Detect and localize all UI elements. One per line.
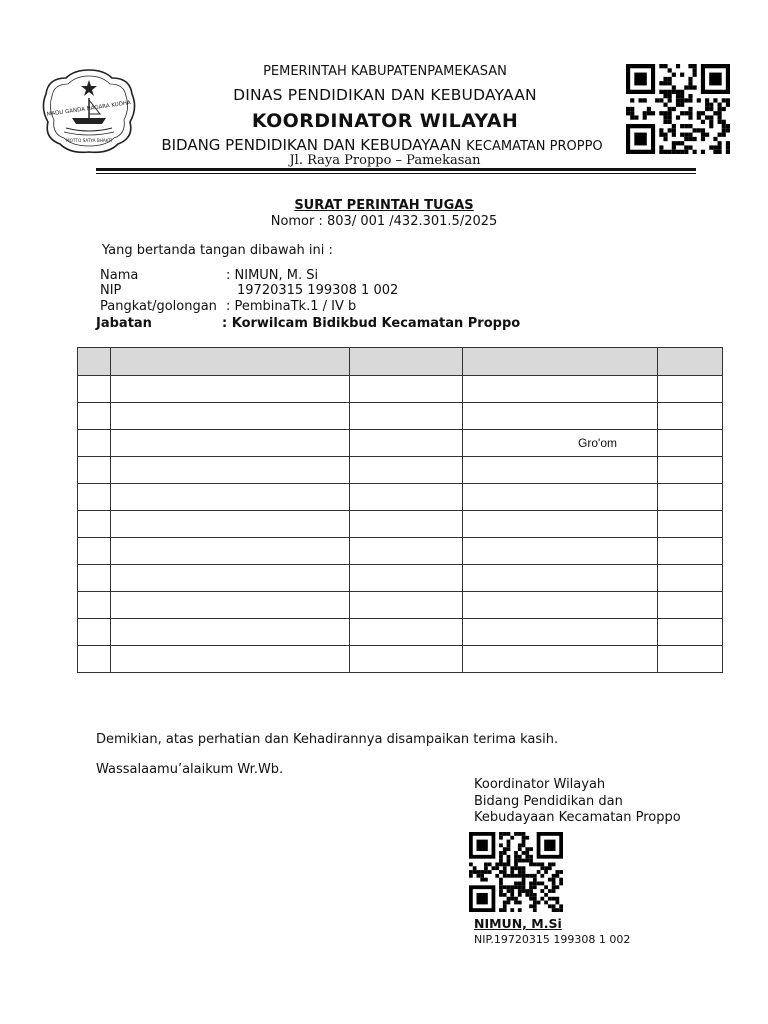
table-cell	[658, 484, 723, 511]
table-cell	[658, 430, 723, 457]
table-row	[78, 403, 723, 430]
table-cell	[658, 565, 723, 592]
table-cell	[111, 592, 350, 619]
table-cell	[78, 403, 111, 430]
table-cell	[78, 619, 111, 646]
header-divider-thin	[96, 173, 696, 174]
table-cell	[658, 592, 723, 619]
table-cell	[350, 376, 463, 403]
table-cell	[463, 619, 658, 646]
closing-greeting: Wassalaamu’alaikum Wr.Wb.	[96, 762, 284, 777]
field-rank-value: : PembinaTk.1 / IV b	[226, 299, 357, 314]
intro-text: Yang bertanda tangan dibawah ini :	[102, 243, 333, 258]
header-division	[140, 136, 624, 154]
table-cell	[350, 511, 463, 538]
closing-text: Demikian, atas perhatian dan Kehadirannya disampaikan terima kasih.	[96, 732, 559, 747]
table-cell	[111, 565, 350, 592]
field-position-label: Jabatan	[96, 316, 152, 331]
table-cell	[463, 403, 658, 430]
field-position-value: : Korwilcam Bidikbud Kecamatan Proppo	[222, 316, 521, 331]
table-cell	[350, 565, 463, 592]
table-cell	[78, 538, 111, 565]
table-cell	[463, 592, 658, 619]
table-cell	[658, 619, 723, 646]
table-row	[78, 646, 723, 673]
field-rank-label: Pangkat/golongan	[100, 299, 217, 314]
table-cell	[111, 376, 350, 403]
table-cell	[463, 376, 658, 403]
table-row	[78, 484, 723, 511]
table-row	[78, 592, 723, 619]
table-cell	[78, 646, 111, 673]
header-government: PEMERINTAH KABUPATENPAMEKASAN	[263, 64, 507, 79]
field-name-label: Nama	[100, 268, 139, 283]
table-cell	[658, 538, 723, 565]
table-cell	[463, 538, 658, 565]
table-cell	[463, 646, 658, 673]
table-cell	[111, 403, 350, 430]
table-row	[78, 430, 723, 457]
signatory-nip: NIP.19720315 199308 1 002	[474, 933, 631, 946]
table-row	[78, 619, 723, 646]
qr-code-icon	[469, 832, 563, 912]
table-header-cell	[658, 348, 723, 376]
table-header-cell	[463, 348, 658, 376]
header-department: DINAS PENDIDIKAN DAN KEBUDAYAAN	[233, 86, 537, 104]
signatory-title-3: Kebudayaan Kecamatan Proppo	[474, 810, 681, 825]
table-cell	[350, 484, 463, 511]
table-cell	[463, 457, 658, 484]
table-header-row	[78, 348, 723, 376]
table-cell	[111, 619, 350, 646]
table-cell: Gro'om	[463, 430, 658, 457]
crest-motto-bottom: MOTTO SATYA BHAKTI	[66, 138, 112, 143]
table-cell	[111, 511, 350, 538]
table-cell	[350, 403, 463, 430]
table-cell	[350, 538, 463, 565]
table-cell	[78, 376, 111, 403]
table-cell	[658, 376, 723, 403]
document-title: SURAT PERINTAH TUGAS	[294, 198, 474, 213]
assignment-table	[77, 347, 723, 673]
table-cell	[111, 538, 350, 565]
table-cell	[78, 565, 111, 592]
table-cell	[350, 430, 463, 457]
table-cell	[463, 511, 658, 538]
table-cell	[111, 457, 350, 484]
header-division-main: BIDANG PENDIDIKAN DAN KEBUDAYAAN	[161, 136, 462, 154]
table-cell	[111, 484, 350, 511]
table-cell	[463, 565, 658, 592]
table-row	[78, 511, 723, 538]
document-number: Nomor : 803/ 001 /432.301.5/2025	[270, 214, 498, 229]
table-header-cell	[350, 348, 463, 376]
table-cell	[658, 646, 723, 673]
field-nip-value: 19720315 199308 1 002	[237, 283, 399, 298]
table-cell	[350, 646, 463, 673]
table-cell	[350, 592, 463, 619]
field-name-value: : NIMUN, M. Si	[226, 268, 319, 283]
table-row	[78, 538, 723, 565]
table-cell	[658, 511, 723, 538]
qr-code-icon	[626, 64, 730, 154]
table-header-cell	[111, 348, 350, 376]
table-cell	[463, 484, 658, 511]
table-cell	[111, 430, 350, 457]
table-cell	[78, 592, 111, 619]
header-division-district: KECAMATAN PROPPO	[466, 139, 603, 154]
signatory-title-2: Bidang Pendidikan dan	[474, 794, 623, 809]
header-address: Jl. Raya Proppo – Pamekasan	[289, 153, 481, 168]
table-cell	[78, 484, 111, 511]
crest-motto-top: MADU GANDA NAGARA KUDHA	[46, 100, 132, 118]
signatory-title-1: Koordinator Wilayah	[474, 777, 606, 792]
table-cell	[658, 457, 723, 484]
table-cell	[111, 646, 350, 673]
signatory-name: NIMUN, M.Si	[474, 916, 562, 931]
table-cell	[350, 457, 463, 484]
table-cell	[658, 403, 723, 430]
table-cell	[78, 511, 111, 538]
table-row	[78, 565, 723, 592]
table-cell	[78, 457, 111, 484]
table-row	[78, 376, 723, 403]
header-office: KOORDINATOR WILAYAH	[251, 110, 519, 132]
table-cell	[78, 430, 111, 457]
table-row	[78, 457, 723, 484]
table-header-cell	[78, 348, 111, 376]
regency-crest-icon	[38, 64, 140, 156]
header-divider	[96, 168, 696, 171]
field-nip-label: NIP	[100, 283, 122, 298]
table-cell	[350, 619, 463, 646]
